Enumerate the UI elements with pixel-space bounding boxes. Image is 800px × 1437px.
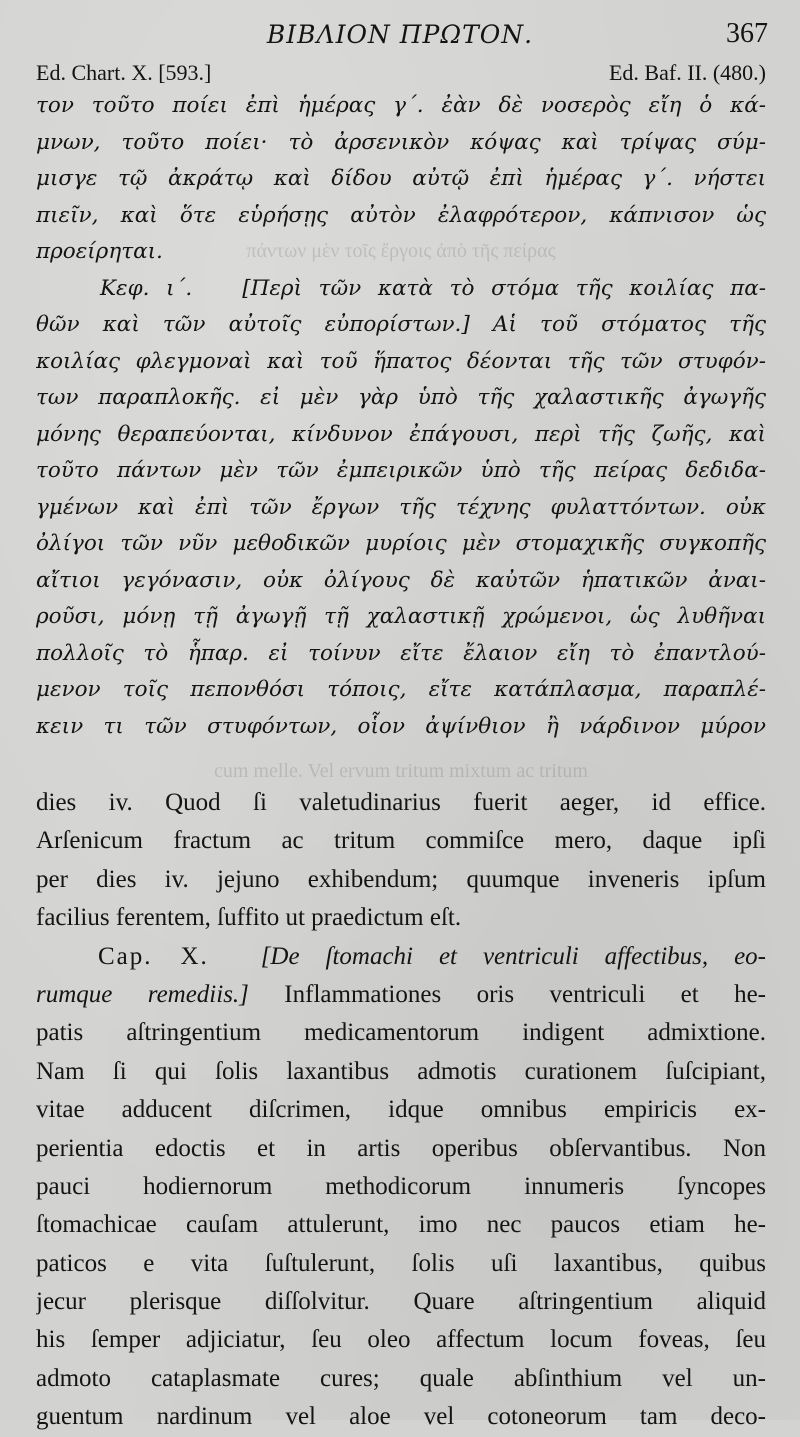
latin-line: pauci hodiernorum methodicorum innumeris ſyncopes bbox=[36, 1172, 766, 1200]
greek-line: κοιλίας φλεγμοναὶ καὶ τοῦ ἥπατος δέονται τῆς τῶν στυφόν- bbox=[36, 348, 766, 374]
latin-line: paticos e vita ſuſtulerunt, ſolis uſi laxantibus, quibus bbox=[36, 1249, 766, 1277]
latin-line: facilius ferentem, ſuffito ut praedictum eſt. bbox=[36, 904, 462, 932]
edition-references bbox=[36, 60, 766, 88]
greek-line: μνων, τοῦτο ποίει· τὸ ἀρσενικὸν κόψας καὶ τρίψας σύμ- bbox=[36, 129, 766, 155]
latin-line: perientia edoctis et in artis operibus obſervantibus. Non bbox=[36, 1134, 766, 1162]
greek-chapter-label: Κεφ. ι΄. bbox=[100, 275, 193, 301]
latin-line: jecur plerisque diſſolvitur. Quare aſtringentium aliquid bbox=[36, 1288, 766, 1316]
greek-line: γμένων καὶ ἐπὶ τῶν ἔργων τῆς τέχνης φυλαττόντων. οὐκ bbox=[36, 494, 766, 520]
greek-line: προείρηται. bbox=[36, 239, 163, 264]
greek-line: μενον τοῖς πεπονθόσι τόποις, εἴτε κατάπλασμα, παραπλέ- bbox=[36, 677, 766, 702]
latin-line: patis aſtringentium medicamentorum indigent admixtione. bbox=[36, 1019, 766, 1047]
greek-line: θῶν καὶ τῶν αὐτοῖς εὐπορίστων.] Αἱ τοῦ στόματος τῆς bbox=[36, 312, 766, 337]
edition-basel-ref: Ed. Baf. II. (480.) bbox=[608, 60, 766, 85]
latin-chapter-title: [De ſtomachi et ventriculi affectibus, eo- bbox=[260, 942, 766, 970]
edition-chart-ref: Ed. Chart. X. [593.] bbox=[36, 60, 212, 85]
greek-chapter-heading-line bbox=[36, 271, 766, 308]
latin-text-block bbox=[36, 784, 766, 1437]
latin-chapter-heading-line bbox=[36, 938, 766, 976]
latin-line: his ſemper adjiciatur, ſeu oleo affectum locum foveas, ſeu bbox=[36, 1326, 766, 1354]
greek-line: αἴτιοι γεγόνασιν, οὐκ ὀλίγους δὲ καὐτῶν ἡπατικῶν ἀναι- bbox=[36, 567, 766, 593]
latin-chapter-heading-line-2 bbox=[36, 976, 766, 1014]
latin-line: Arſenicum fractum ac tritum commiſce mero, daque ipſi bbox=[36, 827, 766, 855]
greek-line: ροῦσι, μόνῃ τῇ ἀγωγῇ τῇ χαλαστικῇ χρώμενοι, ὡς λυθῆναι bbox=[36, 604, 766, 629]
running-head bbox=[30, 18, 770, 54]
greek-chapter-title: [Περὶ τῶν κατὰ τὸ στόμα τῆς κοιλίας πα- bbox=[242, 275, 766, 301]
latin-line: vitae adducent diſcrimen, idque omnibus empiricis ex- bbox=[36, 1096, 766, 1124]
greek-line: πιεῖν, καὶ ὅτε εὑρήσῃς αὐτὸν ἐλαφρότερον, κάπνισον ὡς bbox=[36, 202, 766, 228]
latin-chapter-label: Cap. X. bbox=[98, 942, 209, 970]
greek-line: κειν τι τῶν στυφόντων, οἷον ἀψίνθιον ἢ νάρδινον μύρον bbox=[36, 713, 766, 739]
greek-text-block bbox=[36, 88, 766, 745]
greek-line: τον τοῦτο ποίει ἐπὶ ἡμέρας γ΄. ἐὰν δὲ νοσερὸς εἴη ὁ κά- bbox=[36, 93, 766, 118]
latin-chapter-title-cont: rumque remediis.] bbox=[36, 980, 249, 1008]
bleed-through-text: cum melle. Vel ervum tritum mixtum ac tritum bbox=[213, 760, 588, 782]
latin-line: per dies iv. jejuno exhibendum; quumque inveneris ipſum bbox=[36, 865, 766, 893]
latin-line: dies iv. Quod ſi valetudinarius fuerit aeger, id effice. bbox=[36, 789, 766, 816]
latin-line: Nam ſi qui ſolis laxantibus admotis curationem ſuſcipiant, bbox=[36, 1057, 766, 1085]
latin-line: ſtomachicae cauſam attulerunt, imo nec paucos etiam he- bbox=[36, 1211, 766, 1239]
page-number: 367 bbox=[726, 18, 768, 49]
greek-line: τοῦτο πάντων μὲν τῶν ἐμπειρικῶν ὑπὸ τῆς πείρας δεδιδα- bbox=[36, 458, 766, 483]
greek-line: μόνης θεραπεύονται, κίνδυνον ἐπάγουσι, περὶ τῆς ζωῆς, καὶ bbox=[36, 421, 766, 447]
greek-line: ὀλίγοι τῶν νῦν μεθοδικῶν μυρίοις μὲν στομαχικῆς συγκοπῆς bbox=[36, 531, 766, 556]
greek-line: πολλοῖς τὸ ἧπαρ. εἰ τοίνυν εἴτε ἔλαιον εἴη τὸ ἐπαντλού- bbox=[36, 640, 766, 666]
greek-line: των παραπλοκῆς. εἰ μὲν γὰρ ὑπὸ τῆς χαλαστικῆς ἀγωγῆς bbox=[36, 385, 766, 410]
running-title: ΒΙΒΛΙΟΝ ΠΡΩΤΟΝ. bbox=[266, 20, 534, 49]
latin-line: admoto cataplasmate cures; quale abſinthium vel un- bbox=[36, 1364, 766, 1392]
latin-line: guentum nardinum vel aloe vel cotoneorum tam deco- bbox=[36, 1403, 766, 1431]
greek-line: μισγε τῷ ἀκράτῳ καὶ δίδου αὐτῷ ἐπὶ ἡμέρας γ΄. νήστει bbox=[36, 166, 766, 191]
bleed-through-text: πάντων μὲν τοῖς ἔργοις ἀπὸ τῆς πείρας bbox=[246, 240, 556, 262]
latin-line-text: Inflammationes oris ventriculi et he- bbox=[248, 980, 766, 1008]
